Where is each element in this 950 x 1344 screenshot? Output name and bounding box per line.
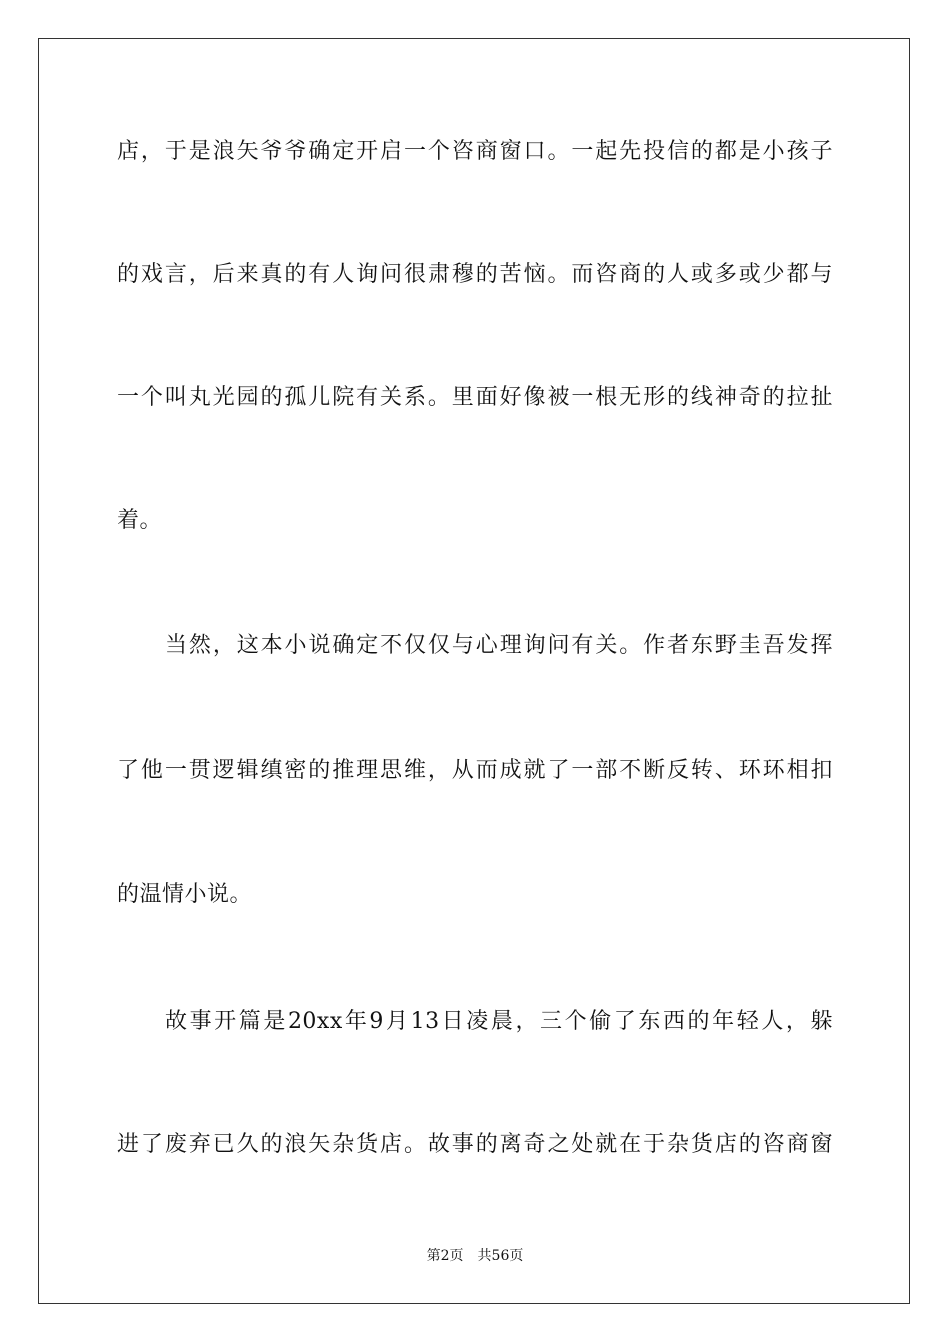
total-page-count: 共56页 [477,1248,524,1264]
text-line: 了他一贯逻辑缜密的推理思维，从而成就了一部不断反转、环环相扣 [117,758,833,783]
page-footer [0,1246,950,1266]
text-line: 店，于是浪矢爷爷确定开启一个咨商窗口。一起先投信的都是小孩子 [117,139,833,164]
text-line-indented: 当然，这本小说确定不仅仅与心理询问有关。作者东野圭吾发挥 [165,633,833,658]
text-line-indented: 故事开篇是20xx年9月13日凌晨，三个偷了东西的年轻人，躲 [165,1009,833,1034]
page-border [38,38,910,1304]
current-page-number: 第2页 [426,1248,464,1264]
text-line: 的温情小说。 [117,882,253,907]
text-line: 的戏言，后来真的有人询问很肃穆的苦恼。而咨商的人或多或少都与 [117,262,833,287]
text-line: 着。 [117,508,163,533]
text-line: 进了废弃已久的浪矢杂货店。故事的离奇之处就在于杂货店的咨商窗 [117,1132,833,1157]
text-line: 一个叫丸光园的孤儿院有关系。里面好像被一根无形的线神奇的拉扯 [117,385,833,410]
